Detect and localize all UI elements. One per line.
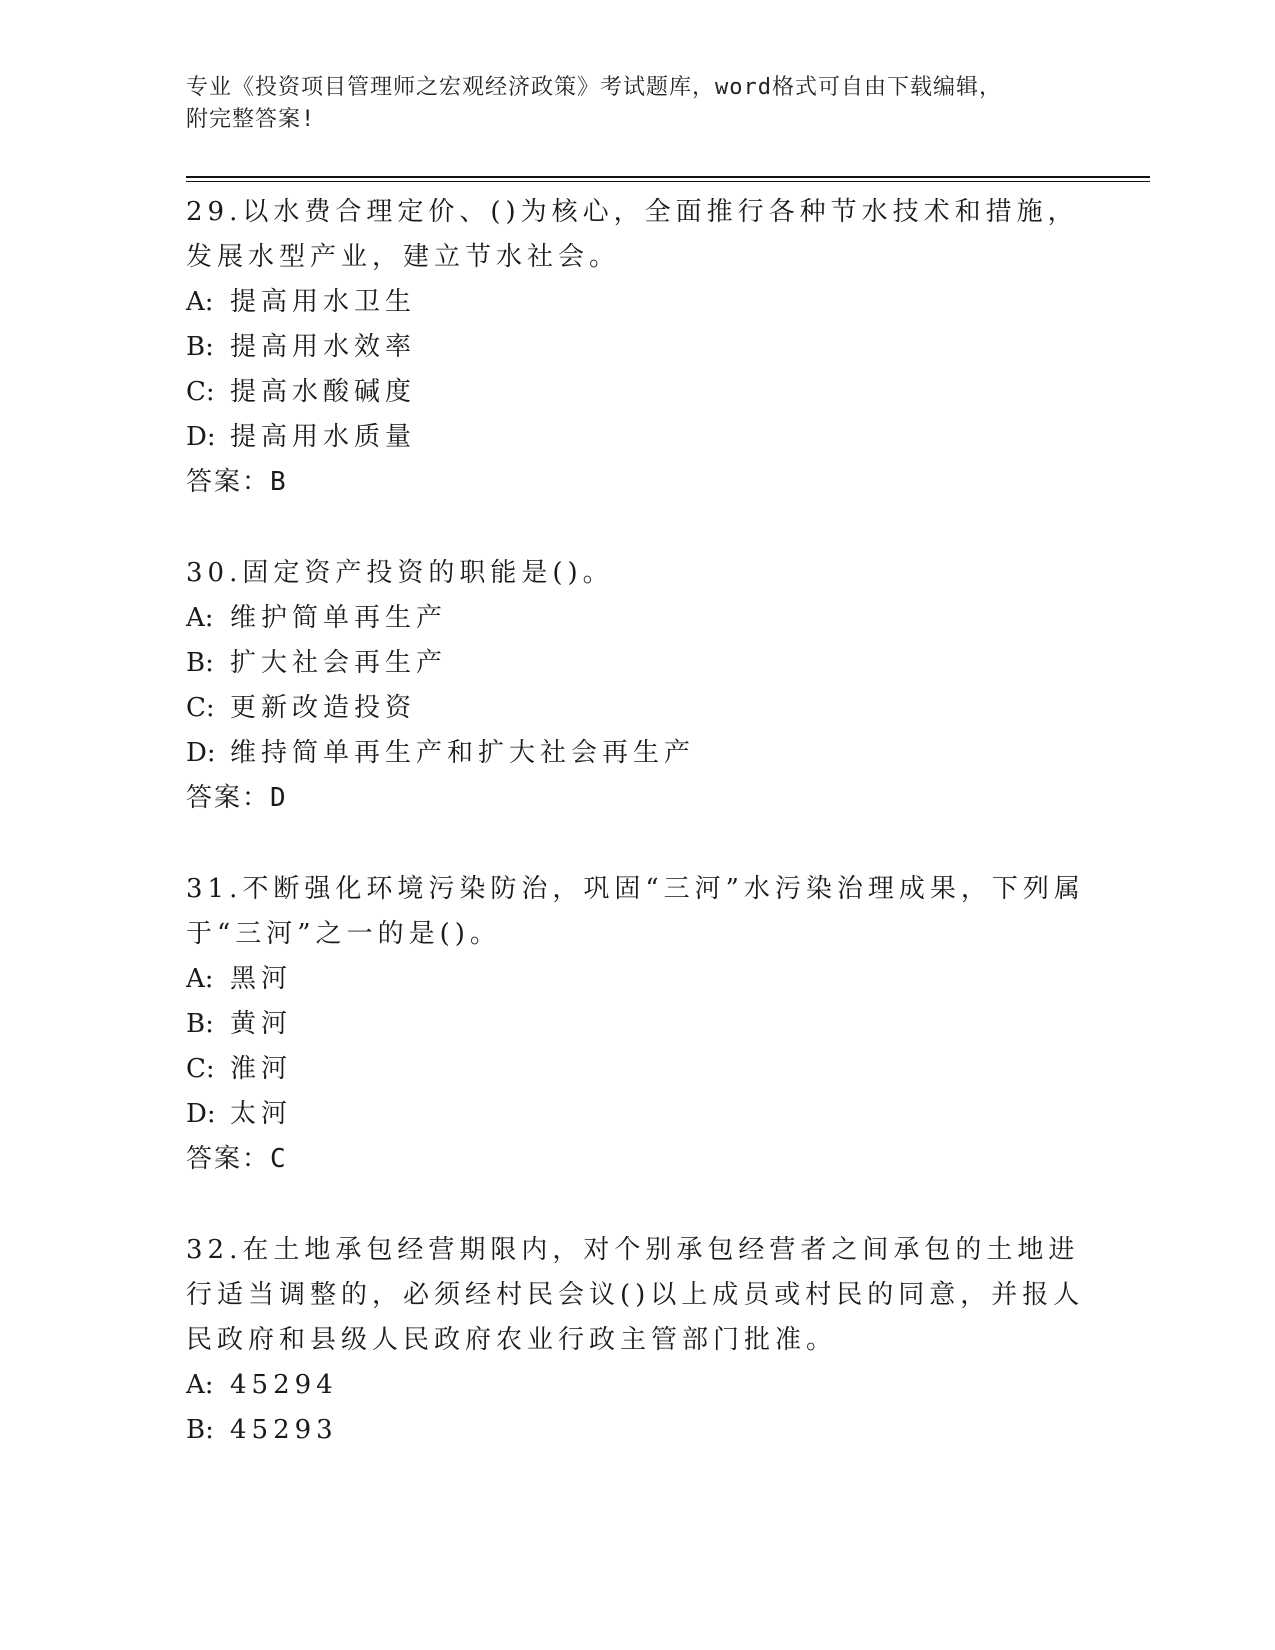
option-text: 更新改造投资 xyxy=(230,693,417,723)
option-letter: D: xyxy=(186,422,216,452)
question-list xyxy=(186,190,1086,1499)
option-letter: B: xyxy=(186,1415,214,1445)
question-32 xyxy=(186,1228,1086,1453)
option-letter: C: xyxy=(186,1054,215,1084)
header-rule-thick xyxy=(186,176,1150,178)
option-letter: A: xyxy=(186,287,214,317)
option-letter: D: xyxy=(186,1099,216,1129)
option-text: 提高用水质量 xyxy=(230,422,417,452)
header-line-2: 附完整答案! xyxy=(186,107,316,132)
option-letter: B: xyxy=(186,332,214,362)
option-letter: A: xyxy=(186,1370,214,1400)
answer-label: 答案： xyxy=(186,467,271,497)
option-text: 黑河 xyxy=(230,964,293,994)
option-letter: A: xyxy=(186,603,214,633)
answer-label: 答案： xyxy=(186,783,271,813)
option-letter: A: xyxy=(186,964,214,994)
question-stem: 30.固定资产投资的职能是()。 xyxy=(186,558,614,588)
option-d xyxy=(186,1092,1086,1137)
question-31 xyxy=(186,867,1086,1182)
option-text: 45293 xyxy=(230,1415,338,1445)
option-text: 维持简单再生产和扩大社会再生产 xyxy=(230,738,696,768)
option-letter: D: xyxy=(186,738,216,768)
option-letter: B: xyxy=(186,648,214,678)
option-d xyxy=(186,415,1086,460)
option-letter: B: xyxy=(186,1009,214,1039)
option-c xyxy=(186,1047,1086,1092)
option-b xyxy=(186,1002,1086,1047)
header-rule-thin xyxy=(186,181,1150,182)
option-text: 提高用水卫生 xyxy=(230,287,417,317)
question-stem: 31.不断强化环境污染防治，巩固“三河”水污染治理成果，下列属于“三河”之一的是()。 xyxy=(186,874,1085,949)
option-text: 淮河 xyxy=(230,1054,293,1084)
option-letter: C: xyxy=(186,377,215,407)
option-text: 黄河 xyxy=(230,1009,293,1039)
option-c xyxy=(186,370,1086,415)
option-b xyxy=(186,1408,1086,1453)
answer-line xyxy=(186,776,1086,821)
header-line-1: 专业《投资项目管理师之宏观经济政策》考试题库，word格式可自由下载编辑， xyxy=(186,75,1002,100)
question-29 xyxy=(186,190,1086,505)
option-a xyxy=(186,280,1086,325)
answer-value: D xyxy=(270,783,286,813)
option-text: 提高用水效率 xyxy=(230,332,417,362)
option-text: 维护简单再生产 xyxy=(230,603,448,633)
option-b xyxy=(186,641,1086,686)
question-stem: 32.在土地承包经营期限内，对个别承包经营者之间承包的土地进行适当调整的，必须经村民会议()以上成员或村民的同意，并报人民政府和县级人民政府农业行政主管部门批准。 xyxy=(186,1235,1085,1355)
option-b xyxy=(186,325,1086,370)
option-text: 45294 xyxy=(230,1370,338,1400)
option-text: 太河 xyxy=(230,1099,293,1129)
question-30 xyxy=(186,551,1086,821)
answer-value: B xyxy=(270,467,286,497)
question-stem: 29.以水费合理定价、()为核心，全面推行各种节水技术和措施，发展水型产业，建立节水社会。 xyxy=(186,197,1079,272)
option-text: 扩大社会再生产 xyxy=(230,648,448,678)
document-header xyxy=(186,72,1066,136)
option-a xyxy=(186,1363,1086,1408)
answer-label: 答案： xyxy=(186,1144,271,1174)
answer-line xyxy=(186,1137,1086,1182)
option-d xyxy=(186,731,1086,776)
answer-value: C xyxy=(270,1144,286,1174)
answer-line xyxy=(186,460,1086,505)
option-a xyxy=(186,957,1086,1002)
option-c xyxy=(186,686,1086,731)
option-a xyxy=(186,596,1086,641)
option-text: 提高水酸碱度 xyxy=(230,377,417,407)
option-letter: C: xyxy=(186,693,215,723)
